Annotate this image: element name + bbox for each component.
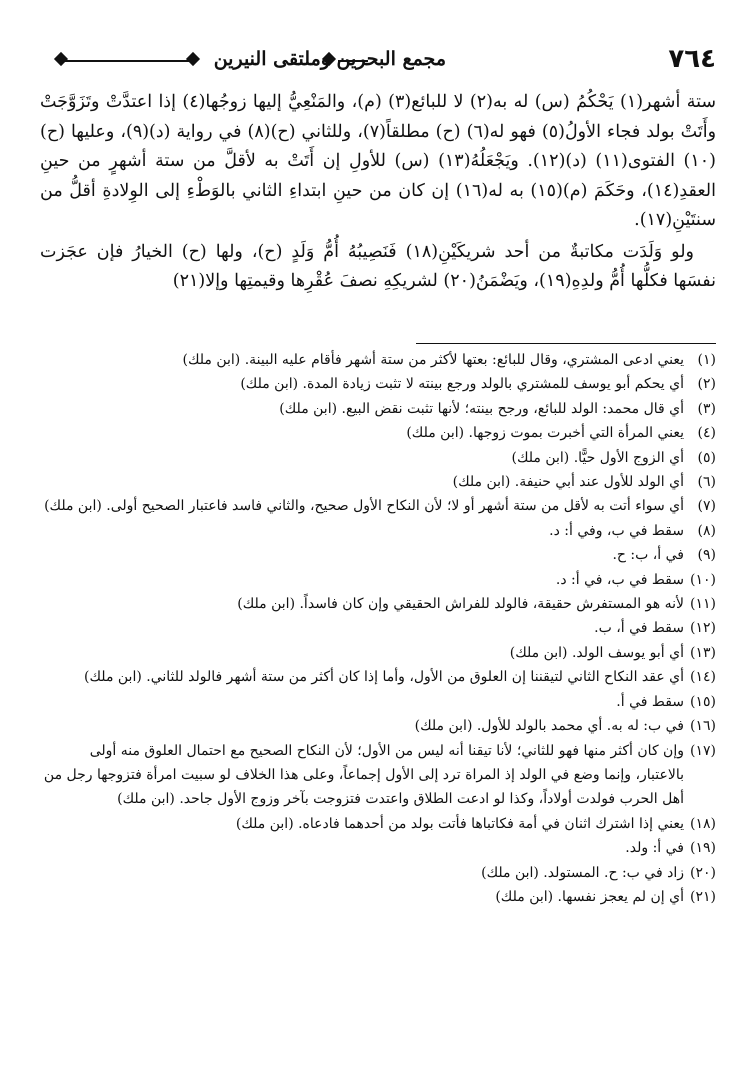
footnote-number: (١) bbox=[697, 352, 716, 368]
footnote bbox=[40, 616, 716, 640]
footnote-number: (٢) bbox=[697, 376, 716, 393]
footnote-number: (٥) bbox=[697, 449, 716, 466]
footnote-number: (١٢) bbox=[690, 620, 716, 637]
main-paragraph: ولو وَلَدَت مكاتبةٌ من أحد شريكَيْنِ(١٨) فَنَصِيبُهُ أُمُّ وَلَدٍ (ح)، ولها (ح) الخيارُ فإن عجَزت نفسَها فكلُّها أُمُّ ولدِهِ(١٩)، ويَضْمَنُ(٢٠) لشريكِهِ نصفَ عُقْرِها وقيمتِها وإلا(٢١) bbox=[40, 241, 716, 291]
footnote bbox=[40, 348, 716, 372]
footnote bbox=[40, 592, 716, 616]
footnote-text: في أ، ب: ح. bbox=[612, 547, 684, 564]
footnote-text: أي عقد النكاح الثاني لتيقننا إن العلوق من الأول، وأما إذا كان أكثر من ستة أشهر فالولد للثاني. (ابن ملك) bbox=[84, 669, 684, 686]
footnote-text: في أ: ولد. bbox=[625, 840, 684, 857]
footnote-number: (٨) bbox=[697, 522, 716, 539]
footnote-number: (٣) bbox=[697, 400, 716, 417]
footnote-number: (٢١) bbox=[690, 888, 716, 905]
footnote-text: زاد في ب: ح. المستولد. (ابن ملك) bbox=[481, 864, 684, 881]
footnote-number: (٧) bbox=[697, 498, 716, 515]
running-title: مجمع البحرين وملتقى النيرين bbox=[213, 48, 446, 70]
main-text bbox=[40, 88, 716, 297]
footnote-number: (١٦) bbox=[690, 718, 716, 735]
footnote bbox=[40, 446, 716, 470]
footnote-text: أي الزوج الأول حيًّا. (ابن ملك) bbox=[511, 449, 684, 466]
footnote bbox=[40, 543, 716, 567]
footnote-number: (٦) bbox=[697, 474, 716, 491]
footnote-number: (١٧) bbox=[690, 742, 716, 759]
header-rule bbox=[64, 60, 190, 62]
footnote-text: وإن كان أكثر منها فهو للثاني؛ لأنا تيقنا أنه ليس من الأول؛ لأن النكاح الصحيح مع احتمال العلوق منه أولى بالاعتبار، وإنما وضع في الولد إذ المراة ترد إلى الأول إجماعاً، وعلى هذا الخلاف لو سبيت امرأة فتزوجها رجل من أهل الحرب فولدت أولاداً، وكذا لو ادعت الطلاق واعتدت فتزوجت بآخر وزوج الأول جاحد. (ابن ملك) bbox=[43, 742, 684, 808]
footnote-text: أي أبو يوسف الولد. (ابن ملك) bbox=[509, 644, 684, 661]
footnote-text: سقط في ب، وفي أ: د. bbox=[549, 522, 684, 539]
footnote-text: أي قال محمد: الولد للبائع، ورجح بينته؛ لأنها تثبت نقض البيع. (ابن ملك) bbox=[279, 400, 684, 417]
footnote-text: سقط في ب، في أ: د. bbox=[555, 571, 684, 588]
footnote-text: لأنه هو المستفرش حقيقة، فالولد للفراش الحقيقي وإن كان فاسداً. (ابن ملك) bbox=[237, 596, 684, 613]
footnote-text: يعني المرأة التي أخبرت بموت زوجها. (ابن ملك) bbox=[406, 425, 684, 442]
footnote-text: في ب: له به. أي محمد بالولد للأول. (ابن ملك) bbox=[414, 718, 684, 735]
footnote-number: (١٠) bbox=[690, 571, 716, 588]
page-number: ٧٦٤ bbox=[668, 44, 716, 74]
footnote bbox=[40, 885, 716, 909]
footnote-number: (١٨) bbox=[690, 815, 716, 832]
footnote bbox=[40, 861, 716, 885]
footnote-number: (١٥) bbox=[690, 693, 716, 710]
footnote-text: سقط في أ، ب. bbox=[594, 620, 684, 637]
footnote-text: أي الولد للأول عند أبي حنيفة. (ابن ملك) bbox=[452, 474, 684, 491]
footnote bbox=[40, 421, 716, 445]
footnote bbox=[40, 739, 716, 812]
footnote bbox=[40, 714, 716, 738]
footnote bbox=[40, 372, 716, 396]
footnote-text: أي إن لم يعجز نفسها. (ابن ملك) bbox=[495, 888, 684, 905]
page-header bbox=[38, 42, 716, 82]
main-paragraph: ستة أشهر(١) يَحْكُمُ (س) له به(٢) لا للبائع(٣) (م)، والمَنْعِيُّ إليها زوجُها(٤) إذا اعتدَّتْ وتَزَوَّجَتْ وأَتَتْ بولد فجاء الأولُ(٥) فهو له(٦) (ح) مطلقاً(٧)، وللثاني (ح)(٨) في رواية (د)(٩)، وعليها (ح)(١٠) الفتوى(١١) (د)(١٢). ويَجْعَلُهُ(١٣) (س) للأولِ إن أَتَتْ به لأقلَّ من ستة أشهرٍ من حينِ العقدِ(١٤)، وحَكَمَ (م)(١٥) به له(١٦) إن كان من حينِ ابتداءِ الثاني بالوَطْءِ إلى الوِلادةِ أقلُّ من سنتَيْنِ(١٧). bbox=[40, 92, 717, 230]
footnote-number: (٩) bbox=[697, 547, 716, 564]
footnote-text: يعني ادعى المشتري، وقال للبائع: بعتها لأكثر من ستة أشهر فأقام عليه البينة. (ابن ملك) bbox=[182, 352, 684, 368]
footnote bbox=[40, 568, 716, 592]
footnote-number: (٢٠) bbox=[690, 864, 716, 881]
footnote-number: (١٣) bbox=[690, 644, 716, 661]
diamond-ornament bbox=[186, 52, 200, 66]
footnote bbox=[40, 665, 716, 689]
footnote-number: (١١) bbox=[690, 596, 716, 613]
footnotes-list bbox=[40, 348, 716, 909]
footnote-text: يعني إذا اشترك اثنان في أمة فكاتباها فأتت بولد من أحدهما فادعاه. (ابن ملك) bbox=[235, 815, 684, 832]
footnote bbox=[40, 690, 716, 714]
footnote bbox=[40, 641, 716, 665]
footnote bbox=[40, 836, 716, 860]
footnote-text: أي سواء أتت به لأقل من ستة أشهر أو لا؛ لأن النكاح الأول صحيح، والثاني فاسد فاعتبار الصحيح أولى. (ابن ملك) bbox=[44, 498, 684, 515]
footnote-text: سقط في أ. bbox=[616, 693, 684, 710]
footnote bbox=[40, 494, 716, 518]
footnote-number: (١٤) bbox=[690, 669, 716, 686]
footnote bbox=[40, 519, 716, 543]
footnote-number: (٤) bbox=[697, 425, 716, 442]
footnote bbox=[40, 470, 716, 494]
footnote bbox=[40, 397, 716, 421]
footnote-text: أي يحكم أبو يوسف للمشتري بالولد ورجع بينته لا تثبت زيادة المدة. (ابن ملك) bbox=[240, 376, 684, 393]
footnote-number: (١٩) bbox=[690, 840, 716, 857]
footnote-separator bbox=[416, 343, 716, 344]
footnote bbox=[40, 812, 716, 836]
diamond-ornament bbox=[54, 52, 68, 66]
